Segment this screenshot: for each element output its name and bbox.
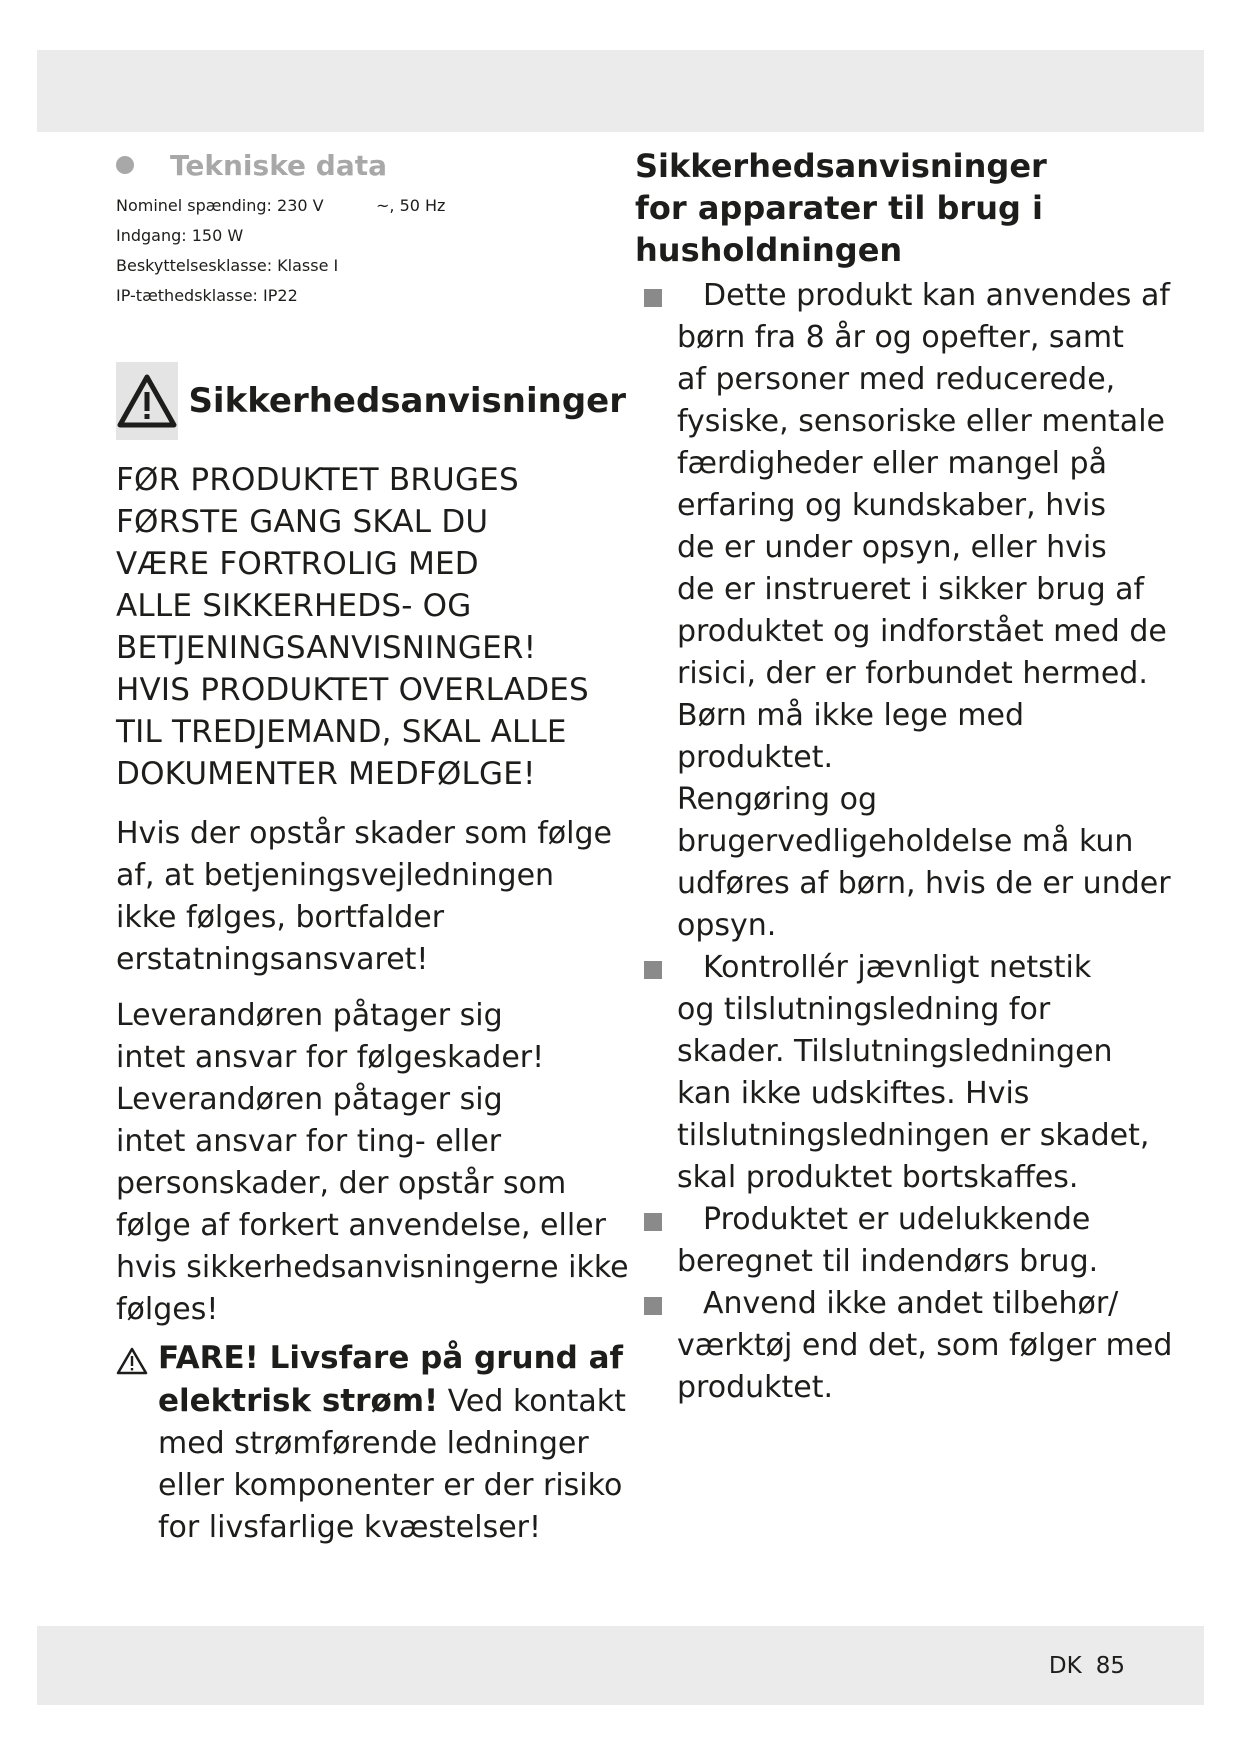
list-item: Dette produkt kan anvendes af børn fra 8 år og opefter, samt af personer med reducerede, fysiske, sensoriske eller mentale færdigheder eller mangel på erfaring og kundskaber, hvis de er under opsyn, eller hvis de er instrueret i sikker brug af produktet og indforstået med de risici, der er forbundet hermed. Børn må ikke lege med produktet. Rengøring og brugervedligeholdelse må kun udføres af børn, hvis de er under opsyn. [635,275,1135,947]
spec-input: Indgang: 150 W [116,226,244,245]
language-code: DK [1048,1653,1082,1679]
supplier-paragraph: Leverandøren påtager sig intet ansvar for følgeskader! Leverandøren påtager sig intet ansvar for ting- eller personskader, der opstår som følge af forkert anvendelse, eller hvis sikkerhedsanvisningerne ikke følges! [116,998,629,1327]
square-bullet-icon [644,289,662,307]
spec-voltage: Nominel spænding: 230 V ~, 50 Hz [116,196,446,215]
household-bullet-list [635,275,1173,1409]
warning-icon [116,362,178,440]
list-item: Kontrollér jævnligt netstik og tilslutningsledning for skader. Tilslutningsledningen kan ikke udskiftes. Hvis tilslutningsledningen er skadet, skal produktet bortskaffes. [635,947,1135,1199]
square-bullet-icon [644,1213,662,1231]
technical-data-heading [116,145,626,185]
left-column [116,145,629,1549]
safety-heading [116,361,626,441]
danger-warning-icon [116,1347,148,1375]
page-number: 85 [1095,1653,1125,1679]
safety-title: Sikkerhedsanvisninger [188,381,626,421]
right-column [635,145,1173,1409]
caps-warning: FØR PRODUKTET BRUGES FØRSTE GANG SKAL DU VÆRE FORTROLIG MED ALLE SIKKERHEDS- OG BETJENINGSANVISNINGER! HVIS PRODUKTET OVERLADES TIL TREDJEMAND, SKAL ALLE DOKUMENTER MEDFØLGE! [116,462,589,792]
page-footer [1049,1653,1125,1679]
list-item: Produktet er udelukkende beregnet til indendørs brug. [635,1199,1135,1283]
liability-paragraph: Hvis der opstår skader som følge af, at betjeningsvejledningen ikke følges, bortfalder erstatningsansvaret! [116,816,612,977]
header-band [37,50,1204,132]
technical-data-title: Tekniske data [170,148,388,182]
danger-notice: FARE! Livsfare på grund af elektrisk strøm! Ved kontakt med strømførende ledninger eller komponenter er der risiko for livsfarlige kvæstelser! [116,1337,626,1549]
footer-band [37,1626,1204,1705]
spec-list [116,191,626,311]
spec-protection-class: Beskyttelsesklasse: Klasse I [116,256,339,275]
list-item: Anvend ikke andet tilbehør/ værktøj end det, som følger med produktet. [635,1283,1135,1409]
bullet-dot-icon [116,156,134,174]
household-title: Sikkerhedsanvisninger for apparater til brug i husholdningen [635,147,1047,269]
spec-ip-class: IP-tæthedsklasse: IP22 [116,286,298,305]
square-bullet-icon [644,961,662,979]
square-bullet-icon [644,1297,662,1315]
